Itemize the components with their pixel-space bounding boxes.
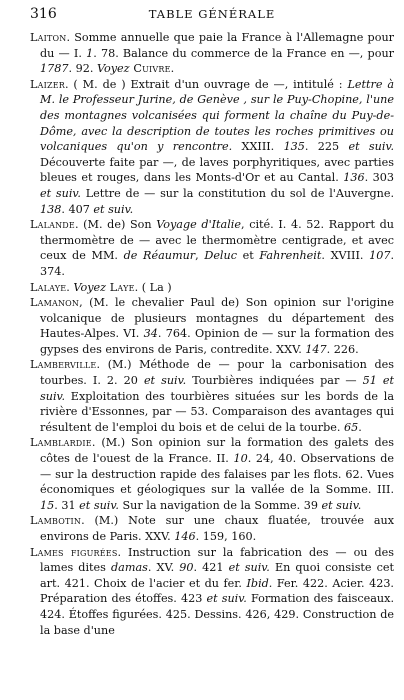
entry-italic-text: damas bbox=[111, 561, 148, 575]
entry-headword: Lalande bbox=[30, 218, 75, 232]
entry-text: et bbox=[236, 249, 260, 263]
entry-italic-text: 10 bbox=[233, 452, 248, 466]
running-head: TABLE GÉNÉRALE bbox=[148, 7, 276, 21]
entry-italic-text: 138 bbox=[40, 202, 62, 216]
entry-italic-text: 65 bbox=[344, 420, 359, 434]
entry-text: . 225 bbox=[304, 140, 349, 154]
entry-italic-text: Ibid. bbox=[246, 576, 273, 590]
entry-text: Lettre de — sur la constitution du sol de l'Auvergne. bbox=[80, 186, 394, 200]
entry-italic-text: de Réaumur bbox=[123, 249, 196, 263]
entry-text: . 407 bbox=[61, 202, 94, 216]
entry-text: . 764. Opinion de — sur la formation des gypses des environs de Paris, contredite. XXV. bbox=[40, 327, 394, 356]
entry-italic-text: et suiv. bbox=[40, 186, 81, 200]
entry-text: Formation des faisceaux. 424. Étoffes figurées. 425. Dessins. 426, 429. Construction de la base d'une bbox=[40, 592, 395, 637]
entry-italic-text: 51 et suiv. bbox=[40, 374, 394, 403]
entry-text: . ( La ) bbox=[134, 280, 172, 294]
entry-italic-text: 147 bbox=[305, 342, 327, 356]
page-header bbox=[30, 6, 394, 30]
entry-italic-text: 1 bbox=[86, 46, 94, 60]
entry-text: . 374. bbox=[40, 249, 394, 278]
entry-italic-text: et suiv. bbox=[79, 498, 119, 512]
index-entries bbox=[30, 30, 394, 638]
entry-text: . (M.) Note sur une chaux fluatée, trouvée aux environs de Paris. XXV. bbox=[40, 514, 394, 543]
entry-italic-text: 146 bbox=[174, 530, 196, 543]
entry-text: Exploitation des tourbières situées sur les bords de la rivière d'Essonnes, par — 53. Comparaison des avantages qui résultent de l'emploi du bois et de celui de la tourbe. bbox=[40, 389, 394, 434]
entry-text: . 303 bbox=[364, 171, 394, 185]
entry-text: . (M.) Méthode de — pour la carbonisation des tourbes. I. 2. 20 bbox=[40, 358, 394, 388]
entry-italic-text: et suiv. bbox=[206, 592, 247, 606]
index-entry bbox=[30, 545, 394, 639]
entry-italic-text: 1787 bbox=[40, 62, 69, 76]
entry-italic-text: Fahrenheit bbox=[259, 249, 322, 263]
entry-italic-text: 135 bbox=[283, 140, 305, 154]
entry-text: Tourbières indiquées par — bbox=[186, 374, 363, 388]
entry-text: Découverte faite par —, de laves porphyritiques, avec parties bleues et rouges, dans les Monts-d'Or et au Cantal. bbox=[40, 155, 394, 185]
entry-text: . bbox=[170, 62, 175, 76]
entry-text: . (M.) Son opinion sur la formation des galets des côtes de l'ouest de la France. II. bbox=[40, 436, 394, 466]
entry-headword: Laiton bbox=[30, 31, 67, 44]
entry-text: . (M. de) Son bbox=[74, 218, 157, 232]
index-entry bbox=[30, 513, 394, 544]
entry-text: . bbox=[66, 280, 74, 294]
entry-text: . 421 bbox=[193, 561, 229, 575]
index-entry bbox=[30, 435, 394, 513]
entry-headword: Lamblardie bbox=[30, 436, 92, 450]
entry-italic-text: et suiv. bbox=[143, 374, 187, 388]
index-entry bbox=[30, 280, 394, 296]
entry-text: . 159, 160. bbox=[195, 530, 257, 543]
entry-headword: Laizer bbox=[30, 77, 65, 91]
entry-text: . XV. bbox=[147, 561, 180, 575]
entry-text: , (M. le chevalier Paul de) Son opinion sur l'origine volcanique de plusieurs montagnes du département des Hautes-Alpes. VI. bbox=[40, 296, 394, 341]
entry-headword: Lamberville bbox=[30, 358, 97, 372]
index-entry bbox=[30, 357, 394, 435]
entry-text: . 226. bbox=[326, 342, 359, 356]
entry-italic-text: Voyage d'Italie bbox=[156, 218, 242, 232]
entry-text: . ( M. de ) Extrait d'un ouvrage de —, intitulé : bbox=[65, 77, 348, 91]
entry-text: Fer. 422. Acier. 423. Préparation des étoffes. 423 bbox=[40, 576, 394, 606]
entry-text: , bbox=[195, 249, 205, 263]
entry-italic-text: Voyez bbox=[73, 280, 107, 294]
entry-text: . 92. bbox=[68, 62, 97, 76]
entry-text: . Instruction sur la fabrication des — ou des lames dites bbox=[40, 545, 394, 575]
index-entry bbox=[30, 77, 394, 217]
entry-text: En quoi consiste cet art. 421. Choix de l'acier et du fer. bbox=[40, 561, 395, 590]
entry-text: XXIII. bbox=[232, 140, 284, 154]
entry-text: . Somme annuelle que paie la France à l'Allemagne pour du — I. bbox=[40, 31, 394, 60]
entry-italic-text: 90 bbox=[179, 561, 194, 575]
entry-headword: Lames figurées bbox=[30, 545, 118, 559]
entry-italic-text: Voyez bbox=[96, 62, 130, 76]
entry-text: . XVIII. bbox=[321, 249, 370, 263]
index-entry bbox=[30, 217, 394, 279]
entry-italic-text: et suiv. bbox=[228, 561, 270, 575]
entry-italic-text: Deluc bbox=[204, 249, 237, 263]
index-entry bbox=[30, 30, 394, 77]
entry-headword: Laye bbox=[106, 280, 135, 294]
entry-italic-text: Lettre à M. le Professeur Jurine, de Genève , sur le Puy-Chopine, l'une des montagnes volcanisées qui forment la chaîne du Puy-de-Dôme, avec la description de toutes les roches primitives ou volcaniques qu'on y rencontre. bbox=[40, 77, 394, 154]
page-number: 316 bbox=[30, 6, 57, 22]
entry-text: . bbox=[358, 420, 362, 434]
entry-italic-text: 34 bbox=[143, 327, 158, 341]
entry-text: , cité. I. 4. 52. Rapport du thermomètre de — avec le thermomètre centigrade, et avec ceux de MM. bbox=[40, 218, 394, 263]
entry-italic-text: et suiv. bbox=[93, 202, 134, 216]
entry-italic-text: et suiv. bbox=[321, 498, 362, 512]
entry-headword: Cuivre bbox=[129, 62, 171, 76]
entry-italic-text: 136 bbox=[343, 171, 365, 185]
entry-italic-text: 107 bbox=[369, 249, 391, 263]
entry-italic-text: et suiv. bbox=[348, 140, 394, 154]
entry-text: Sur la navigation de la Somme. 39 bbox=[118, 498, 322, 512]
entry-italic-text: 15 bbox=[40, 498, 55, 512]
entry-headword: Lambotin bbox=[30, 514, 82, 528]
entry-headword: Lamanon bbox=[30, 296, 80, 310]
entry-headword: Lalaye bbox=[30, 280, 67, 294]
entry-text: . 78. Balance du commerce de la France en —, pour bbox=[93, 46, 394, 60]
entry-text: . 24, 40. Observations de — sur la destruction rapide des falaises par les flots. 62. Vues économiques et géologiques sur la vallée de la Somme. III. bbox=[40, 452, 395, 497]
entry-text: . 31 bbox=[54, 498, 80, 512]
index-entry bbox=[30, 295, 394, 357]
